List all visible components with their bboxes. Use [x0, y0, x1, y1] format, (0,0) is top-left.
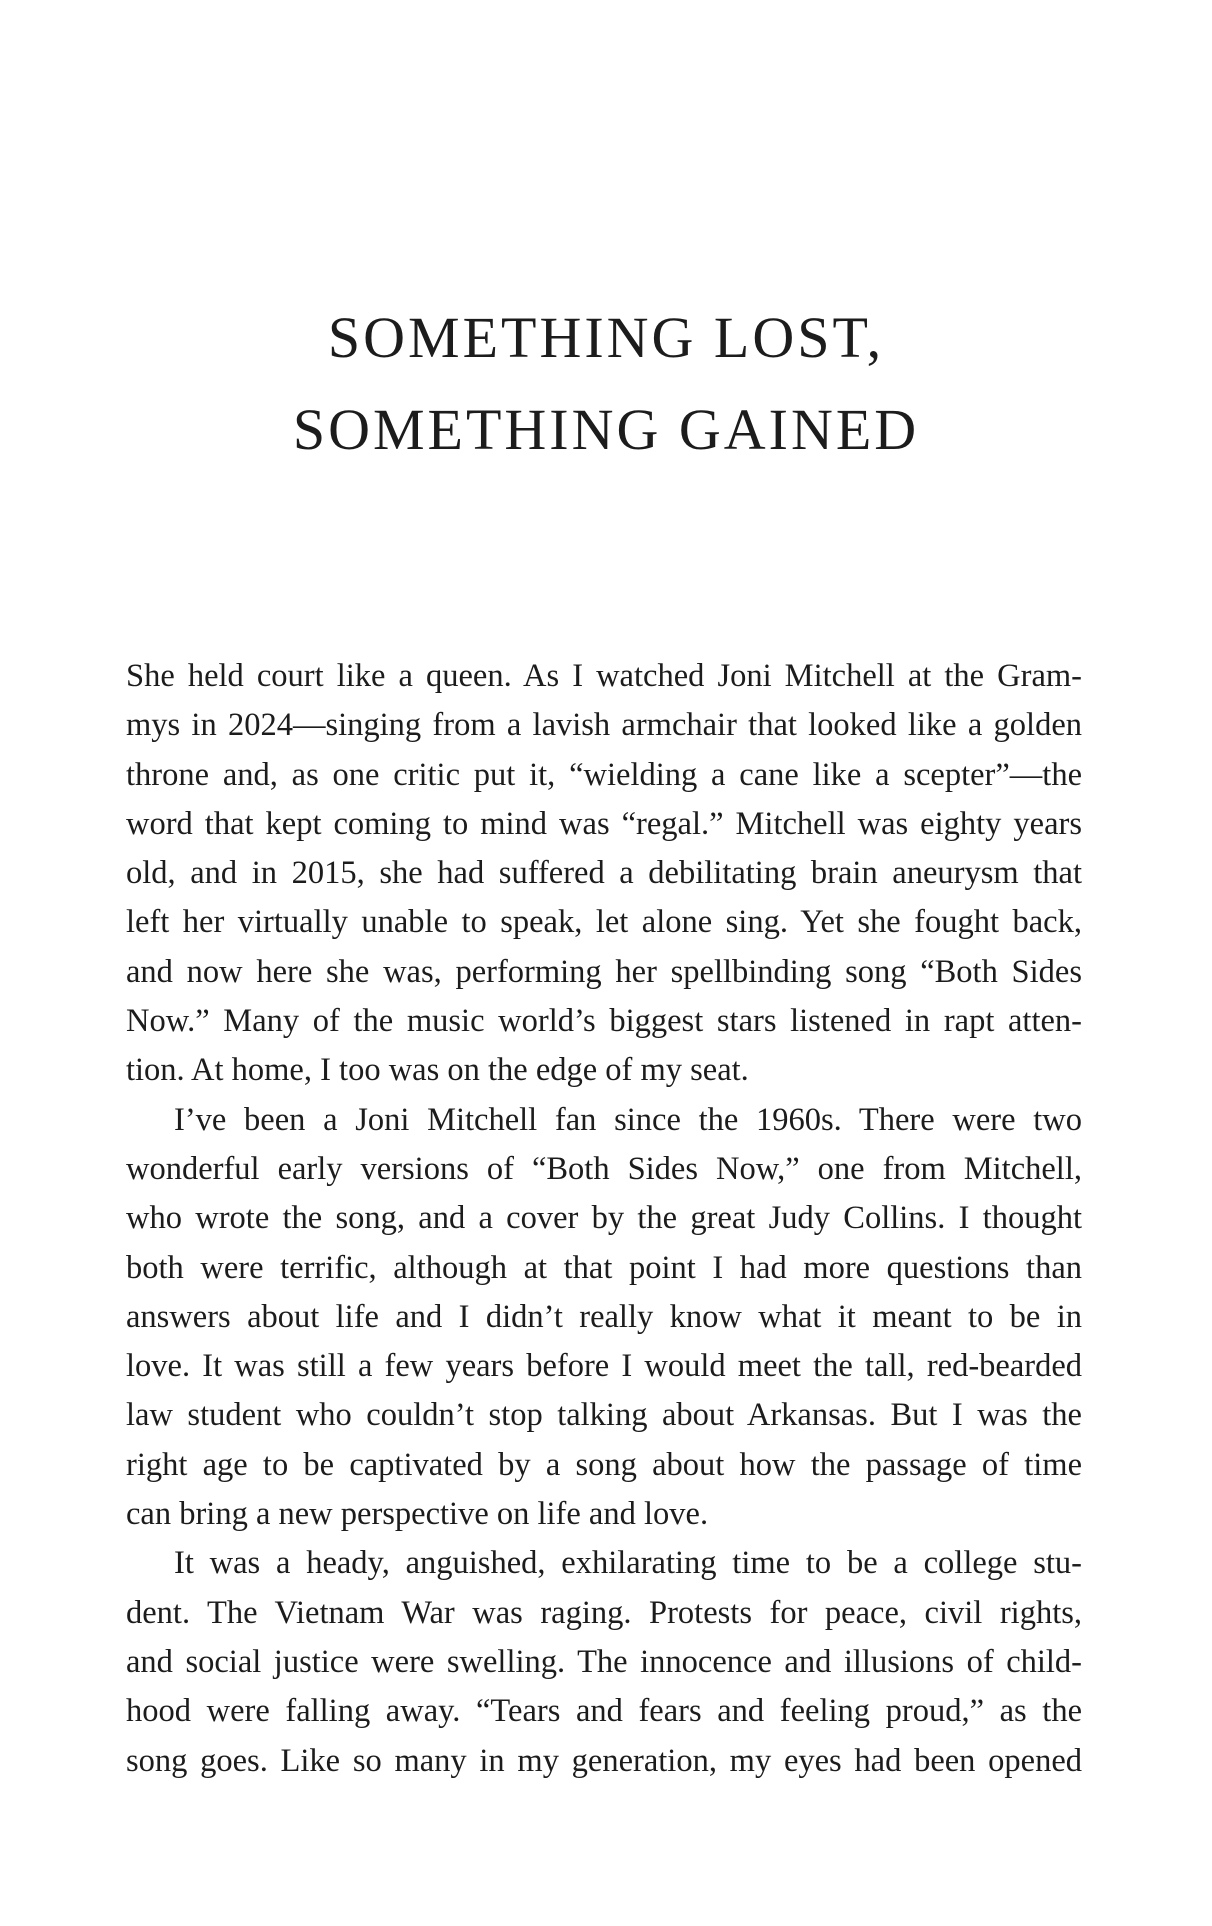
paragraph-2	[126, 1096, 1082, 1540]
text-line: can bring a new perspective on life and love.	[126, 1496, 709, 1533]
text-line: law student who couldn’t stop talking about Arkansas. But I was the	[126, 1397, 1082, 1434]
chapter-title-line-2: SOMETHING GAINED	[292, 397, 920, 462]
text-line: song goes. Like so many in my generation, my eyes had been opened	[126, 1742, 1082, 1779]
text-line: answers about life and I didn’t really know what it meant to be in	[126, 1298, 1082, 1335]
text-line: who wrote the song, and a cover by the great Judy Collins. I thought	[126, 1200, 1082, 1237]
text-line: It was a heady, anguished, exhilarating time to be a college stu-	[174, 1545, 1082, 1582]
text-line: hood were falling away. “Tears and fears and feeling proud,” as the	[126, 1693, 1082, 1730]
text-line: mys in 2024—singing from a lavish armchair that looked like a golden	[126, 707, 1082, 744]
paragraph-3	[126, 1539, 1082, 1785]
text-line: wonderful early versions of “Both Sides Now,” one from Mitchell,	[126, 1150, 1082, 1187]
text-line: left her virtually unable to speak, let alone sing. Yet she fought back,	[126, 904, 1082, 941]
text-line: love. It was still a few years before I would meet the tall, red-bearded	[126, 1348, 1082, 1385]
text-line: dent. The Vietnam War was raging. Protests for peace, civil rights,	[126, 1594, 1082, 1631]
text-line: word that kept coming to mind was “regal.” Mitchell was eighty years	[126, 805, 1082, 842]
text-line: throne and, as one critic put it, “wielding a cane like a scepter”—the	[126, 756, 1082, 793]
text-line: both were terrific, although at that point I had more questions than	[126, 1249, 1082, 1286]
text-line: She held court like a queen. As I watched Joni Mitchell at the Gram-	[126, 658, 1082, 694]
chapter-title-line-1: SOMETHING LOST,	[327, 305, 885, 370]
chapter-body	[126, 652, 1082, 1786]
text-line: Now.” Many of the music world’s biggest stars listened in rapt atten-	[126, 1003, 1082, 1040]
chapter-title	[0, 292, 1212, 476]
paragraph-1	[126, 652, 1082, 1096]
text-line: and social justice were swelling. The innocence and illusions of child-	[126, 1643, 1082, 1680]
text-line: tion. At home, I too was on the edge of my seat.	[126, 1052, 749, 1089]
text-line: old, and in 2015, she had suffered a debilitating brain aneurysm that	[126, 855, 1082, 892]
text-line: right age to be captivated by a song about how the passage of time	[126, 1446, 1082, 1483]
text-line: I’ve been a Joni Mitchell fan since the 1960s. There were two	[174, 1101, 1082, 1138]
text-line: and now here she was, performing her spellbinding song “Both Sides	[126, 953, 1082, 990]
